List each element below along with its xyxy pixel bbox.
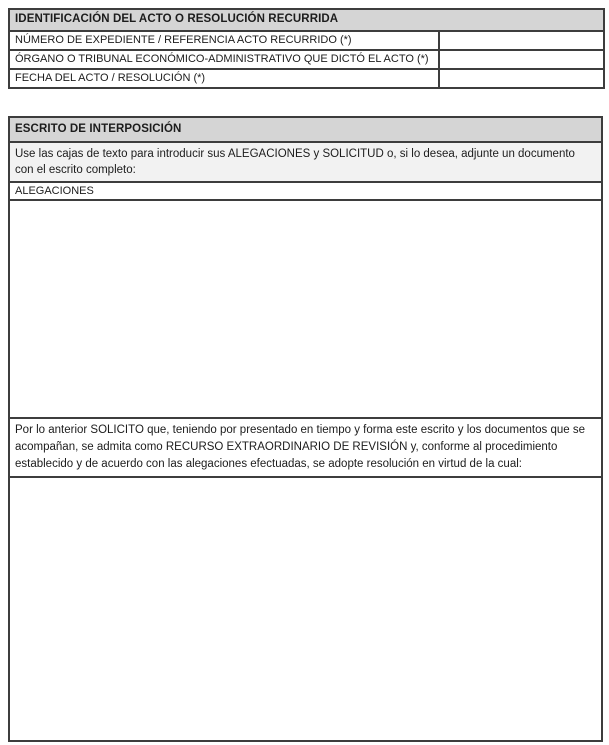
fecha-acto-label: FECHA DEL ACTO / RESOLUCIÓN (*) bbox=[9, 69, 439, 88]
solicitud-textarea[interactable] bbox=[9, 477, 602, 741]
table-row bbox=[9, 69, 604, 88]
organo-tribunal-label: ÓRGANO O TRIBUNAL ECONÓMICO-ADMINISTRATIVO QUE DICTÓ EL ACTO (*) bbox=[9, 50, 439, 69]
table-row bbox=[9, 31, 604, 50]
organo-tribunal-input[interactable] bbox=[439, 50, 604, 69]
alegaciones-textarea[interactable] bbox=[9, 200, 602, 418]
table-row bbox=[9, 477, 602, 741]
expediente-label: NÚMERO DE EXPEDIENTE / REFERENCIA ACTO RECURRIDO (*) bbox=[9, 31, 439, 50]
table-row bbox=[9, 9, 604, 31]
section-gap bbox=[8, 89, 603, 116]
escrito-table bbox=[8, 116, 603, 742]
section-header-escrito: ESCRITO DE INTERPOSICIÓN bbox=[9, 117, 602, 142]
fecha-acto-input[interactable] bbox=[439, 69, 604, 88]
expediente-input[interactable] bbox=[439, 31, 604, 50]
table-row bbox=[9, 182, 602, 200]
section-header-identificacion: IDENTIFICACIÓN DEL ACTO O RESOLUCIÓN RECURRIDA bbox=[9, 9, 604, 31]
identificacion-table bbox=[8, 8, 605, 89]
alegaciones-label: ALEGACIONES bbox=[9, 182, 602, 200]
table-row bbox=[9, 418, 602, 477]
solicitud-text: Por lo anterior SOLICITO que, teniendo por presentado en tiempo y forma este escrito y los documentos que se acompañan, se admita como RECURSO EXTRAORDINARIO DE REVISIÓN y, conforme al procedimiento establecido y de acuerdo con las alegaciones efectuadas, se adopte resolución en virtud de la cual: bbox=[9, 418, 602, 477]
table-row bbox=[9, 50, 604, 69]
instructions-text: Use las cajas de texto para introducir sus ALEGACIONES y SOLICITUD o, si lo desea, adjunte un documento con el escrito completo: bbox=[9, 142, 602, 182]
table-row bbox=[9, 200, 602, 418]
table-row bbox=[9, 117, 602, 142]
table-row bbox=[9, 142, 602, 182]
